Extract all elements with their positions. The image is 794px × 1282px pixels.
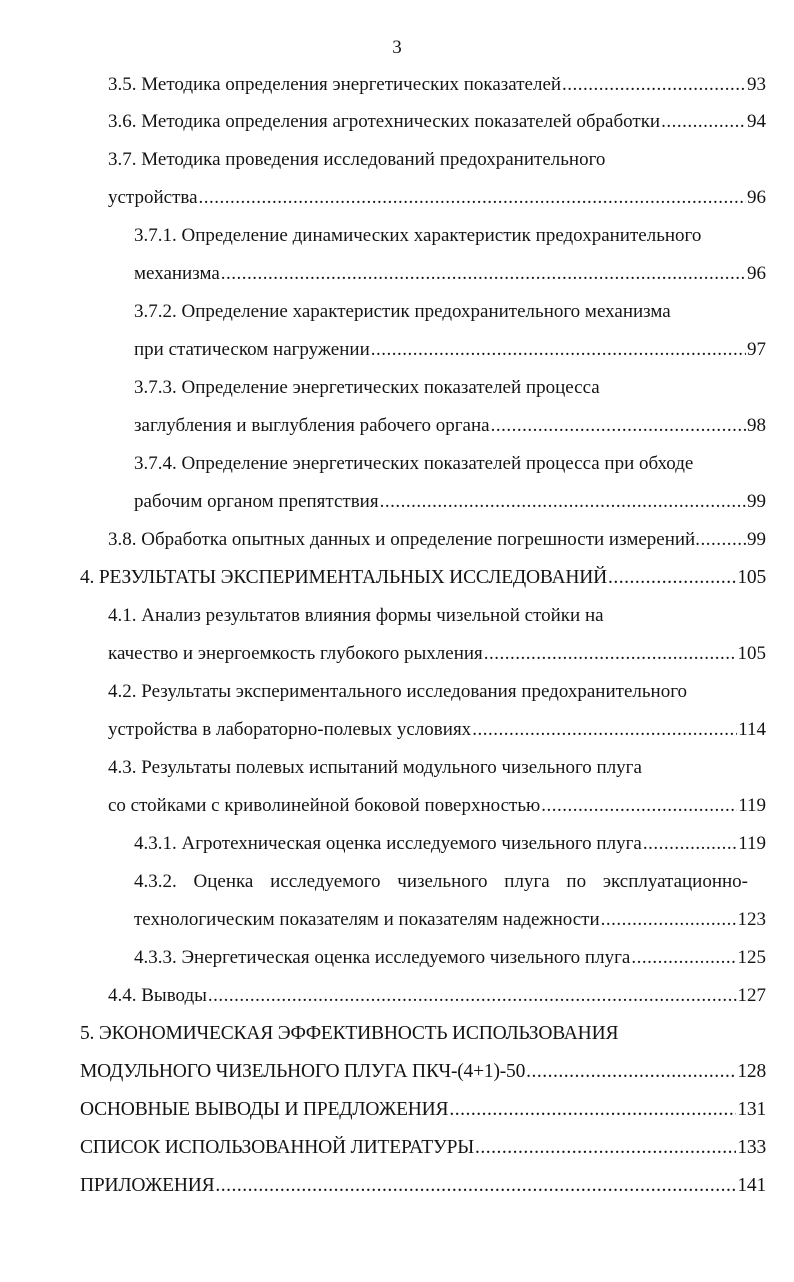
leader-dots	[661, 103, 746, 141]
toc-entry-3-7-3-line2	[134, 407, 766, 445]
leader-dots	[221, 255, 746, 293]
toc-entry-3-8	[108, 521, 766, 559]
toc-entry-label: качество и энергоемкость глубокого рыхления	[108, 643, 483, 664]
toc-entry-4-3-2-line1: 4.3.2. Оценка исследуемого чизельного плуга по эксплуатационно-	[134, 871, 749, 892]
toc-entry-3-7-line2	[108, 179, 766, 217]
toc-entry-page: 105	[737, 643, 766, 664]
toc-entry-3-7-4-line1: 3.7.4. Определение энергетических показателей процесса при обходе	[134, 453, 694, 474]
toc-entry-3-7-1-line2	[134, 255, 766, 293]
toc-entry-label: устройства	[108, 187, 198, 208]
toc-entry-page: 99	[747, 491, 766, 512]
toc-entry-page: 114	[738, 719, 766, 740]
toc-entry-4-3-line1: 4.3. Результаты полевых испытаний модульного чизельного плуга	[108, 757, 642, 778]
toc-entry-label: при статическом нагружении	[134, 339, 370, 360]
toc-entry-label: механизма	[134, 263, 220, 284]
toc-entry-page: 105	[737, 567, 766, 588]
toc-entry-4-1-line1: 4.1. Анализ результатов влияния формы чизельной стойки на	[108, 605, 604, 626]
toc-entry-page: 98	[747, 415, 766, 436]
toc-entry-3-7-3-line1: 3.7.3. Определение энергетических показателей процесса	[134, 377, 600, 398]
toc-entry-4-2-line2	[108, 711, 766, 749]
toc-entry-label: 3.6. Методика определения агротехнических показателей обработки	[108, 111, 661, 132]
toc-entry-label: ОСНОВНЫЕ ВЫВОДЫ И ПРЕДЛОЖЕНИЯ	[80, 1099, 449, 1120]
leader-dots	[475, 1129, 736, 1167]
toc-entry-page: 96	[747, 263, 766, 284]
leader-dots	[215, 1167, 736, 1205]
toc-entry-label: со стойками с криволинейной боковой поверхностью	[108, 795, 541, 816]
toc-entry-label: 3.8. Обработка опытных данных и определение погрешности измерений	[108, 529, 696, 550]
toc-entry-label: технологическим показателям и показателям надежности	[134, 909, 600, 930]
toc-chapter-5-line1: 5. ЭКОНОМИЧЕСКАЯ ЭФФЕКТИВНОСТЬ ИСПОЛЬЗОВАНИЯ	[80, 1023, 619, 1044]
toc-entry-label: рабочим органом препятствия	[134, 491, 379, 512]
toc-conclusions	[80, 1091, 766, 1129]
toc-entry-page: 133	[737, 1137, 766, 1158]
toc-entry-page: 131	[737, 1099, 766, 1120]
toc-entry-label: 4.3.3. Энергетическая оценка исследуемого чизельного плуга	[134, 947, 631, 968]
toc-entry-label: ПРИЛОЖЕНИЯ	[80, 1175, 215, 1196]
toc-entry-page: 99	[747, 529, 766, 550]
toc-entry-page: 123	[737, 909, 766, 930]
toc-entry-label: заглубления и выглубления рабочего органа	[134, 415, 490, 436]
leader-dots	[371, 331, 746, 369]
leader-dots	[491, 407, 746, 445]
toc-entry-3-6	[108, 103, 766, 141]
toc-entry-3-7-1-line1: 3.7.1. Определение динамических характеристик предохранительного	[134, 225, 702, 246]
leader-dots	[380, 483, 746, 521]
toc-entry-page: 93	[747, 74, 766, 95]
toc-entry-4-3-line2	[108, 787, 766, 825]
toc-entry-page: 125	[737, 947, 766, 968]
page-number: 3	[392, 37, 402, 58]
toc-entry-label: 4.4. Выводы	[108, 985, 207, 1006]
leader-dots	[601, 901, 737, 939]
toc-entry-4-3-2-line2	[134, 901, 766, 939]
toc-entry-4-3-3	[134, 939, 766, 977]
leader-dots	[631, 939, 736, 977]
toc-entry-page: 97	[747, 339, 766, 360]
leader-dots	[472, 711, 737, 749]
toc-entry-label: 3.5. Методика определения энергетических показателей	[108, 74, 562, 95]
toc-entry-3-7-line1: 3.7. Методика проведения исследований предохранительного	[108, 149, 606, 170]
toc-entry-3-7-4-line2	[134, 483, 766, 521]
toc-entry-4-1-line2	[108, 635, 766, 673]
toc-entry-page: 94	[747, 111, 766, 132]
toc-appendices	[80, 1167, 766, 1205]
toc-entry-4-3-1	[134, 825, 766, 863]
toc-entry-3-7-2-line2	[134, 331, 766, 369]
leader-dots	[199, 179, 746, 217]
leader-dots	[541, 787, 737, 825]
toc-entry-3-7-2-line1: 3.7.2. Определение характеристик предохранительного механизма	[134, 301, 671, 322]
toc-entry-4-2-line1: 4.2. Результаты экспериментального исследования предохранительного	[108, 681, 688, 702]
leader-dots	[695, 521, 747, 559]
toc-entry-page: 96	[747, 187, 766, 208]
toc-entry-label: СПИСОК ИСПОЛЬЗОВАННОЙ ЛИТЕРАТУРЫ	[80, 1137, 475, 1158]
toc-entry-3-5	[108, 66, 766, 104]
toc-references	[80, 1129, 766, 1167]
toc-entry-label: 4.3.1. Агротехническая оценка исследуемого чизельного плуга	[134, 833, 642, 854]
toc-entry-label: устройства в лабораторно-полевых условиях	[108, 719, 472, 740]
leader-dots	[449, 1091, 736, 1129]
toc-entry-page: 119	[738, 795, 766, 816]
leader-dots	[484, 635, 737, 673]
leader-dots	[643, 825, 737, 863]
leader-dots	[562, 66, 746, 104]
toc-entry-label: МОДУЛЬНОГО ЧИЗЕЛЬНОГО ПЛУГА ПКЧ-(4+1)-50	[80, 1061, 526, 1082]
toc-entry-page: 127	[737, 985, 766, 1006]
toc-entry-page: 128	[737, 1061, 766, 1082]
leader-dots	[526, 1053, 736, 1091]
toc-chapter-5-line2	[80, 1053, 766, 1091]
toc-chapter-4	[80, 559, 766, 597]
toc-entry-page: 141	[737, 1175, 766, 1196]
toc-entry-page: 119	[738, 833, 766, 854]
toc-entry-label: 4. РЕЗУЛЬТАТЫ ЭКСПЕРИМЕНТАЛЬНЫХ ИССЛЕДОВАНИЙ	[80, 567, 608, 588]
leader-dots	[608, 559, 736, 597]
toc-entry-4-4	[108, 977, 766, 1015]
leader-dots	[208, 977, 737, 1015]
